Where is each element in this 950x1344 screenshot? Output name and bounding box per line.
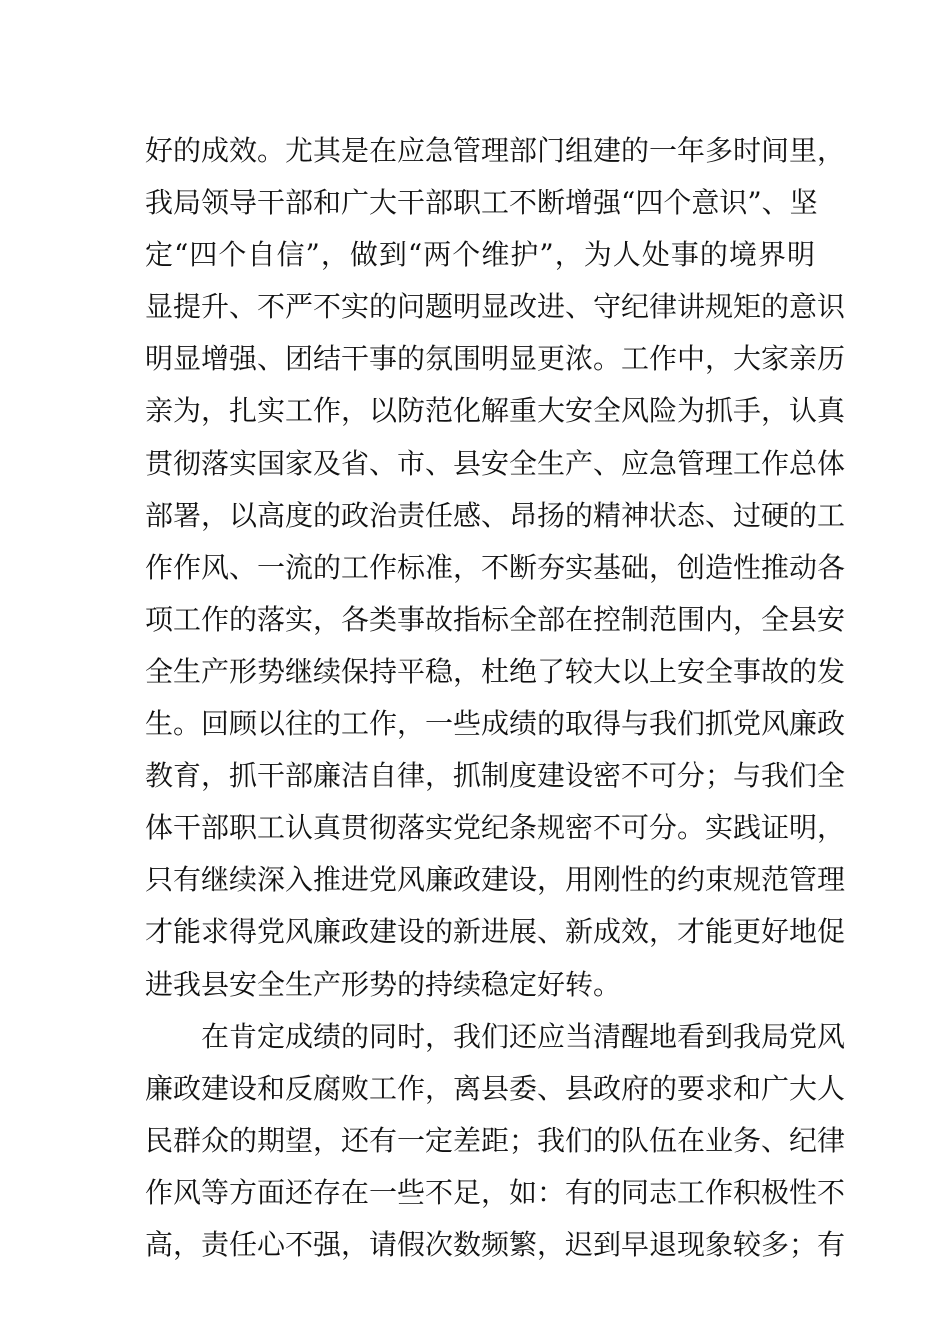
text-line: 明显增强、团结干事的氛围明显更浓。工作中，大家亲历	[145, 342, 846, 376]
text-line: 才能求得党风廉政建设的新进展、新成效，才能更好地促	[145, 915, 846, 949]
text-line: 廉政建设和反腐败工作，离县委、县政府的要求和广大人	[145, 1071, 846, 1105]
text-line: 全生产形势继续保持平稳，杜绝了较大以上安全事故的发	[145, 654, 846, 688]
text-line: 在肯定成绩的同时，我们还应当清醒地看到我局党风	[201, 1019, 846, 1053]
text-line: 我局领导干部和广大干部职工不断增强“四个意识”、坚	[145, 186, 818, 220]
text-line: 好的成效。尤其是在应急管理部门组建的一年多时间里，	[145, 134, 846, 167]
text-line: 进我县安全生产形势的持续稳定好转。	[145, 967, 622, 1001]
text-line: 高，责任心不强，请假次数频繁，迟到早退现象较多；有	[145, 1227, 846, 1261]
text-line: 亲为，扎实工作，以防范化解重大安全风险为抓手，认真	[145, 394, 846, 428]
body-text	[145, 125, 846, 1271]
text-line: 作作风、一流的工作标准，不断夯实基础，创造性推动各	[145, 550, 846, 584]
text-line: 定“四个自信”，做到“两个维护”，为人处事的境界明	[145, 238, 815, 272]
text-line: 部署，以高度的政治责任感、昂扬的精神状态、过硬的工	[145, 498, 846, 532]
text-line: 贯彻落实国家及省、市、县安全生产、应急管理工作总体	[145, 446, 846, 480]
text-line: 只有继续深入推进党风廉政建设，用刚性的约束规范管理	[145, 863, 846, 897]
text-line: 生。回顾以往的工作，一些成绩的取得与我们抓党风廉政	[145, 707, 846, 741]
text-line: 项工作的落实，各类事故指标全部在控制范围内，全县安	[145, 602, 846, 636]
text-line: 民群众的期望，还有一定差距；我们的队伍在业务、纪律	[145, 1123, 846, 1157]
text-line: 教育，抓干部廉洁自律，抓制度建设密不可分；与我们全	[145, 759, 846, 793]
text-line: 显提升、不严不实的问题明显改进、守纪律讲规矩的意识	[145, 290, 846, 324]
text-line: 体干部职工认真贯彻落实党纪条规密不可分。实践证明，	[145, 811, 846, 845]
text-line: 作风等方面还存在一些不足，如：有的同志工作积极性不	[145, 1175, 846, 1209]
